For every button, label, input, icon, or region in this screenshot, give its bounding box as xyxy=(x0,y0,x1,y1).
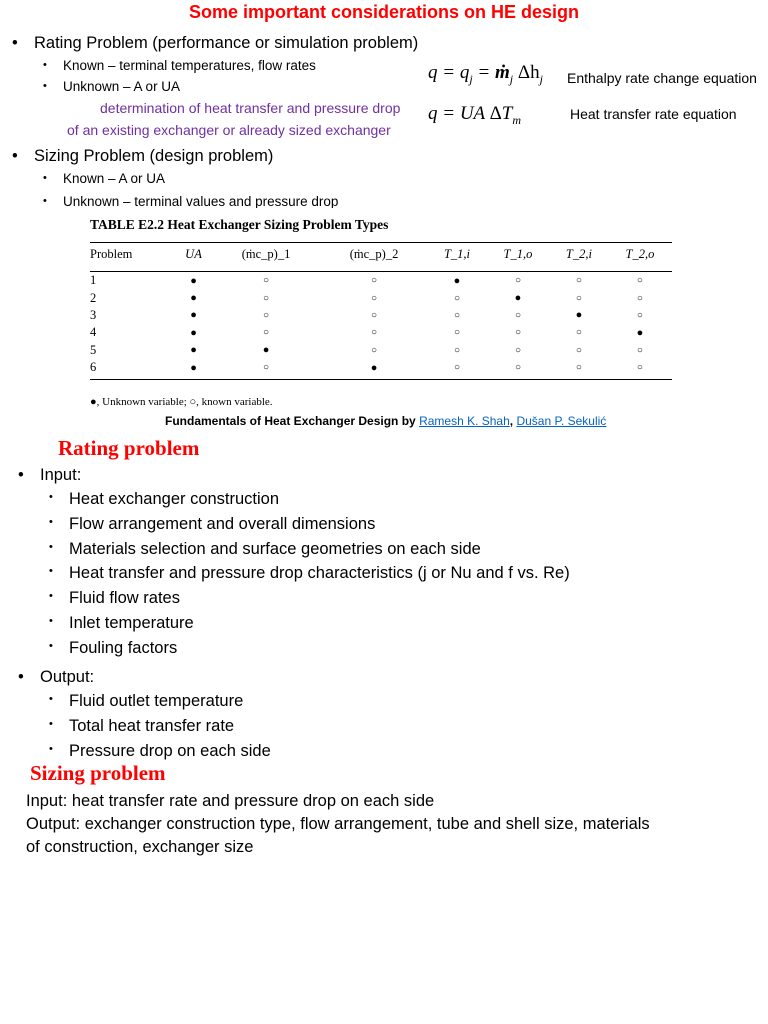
marker-cell: ● xyxy=(190,274,197,287)
marker-cell: ● xyxy=(514,292,522,305)
sizing-output-line2: of construction, exchanger size xyxy=(26,838,254,856)
row-number-cell: 5 xyxy=(90,342,97,357)
marker-cell: ○ xyxy=(371,327,378,339)
author-link-sekulic[interactable]: Dušan P. Sekulić xyxy=(516,414,607,428)
marker-cell: ○ xyxy=(514,327,521,339)
marker-cell: ○ xyxy=(636,292,643,304)
marker-cell: ● xyxy=(175,359,212,380)
table-row xyxy=(90,324,672,341)
marker-cell: ○ xyxy=(453,327,460,339)
rating-known: • Known – terminal temperatures, flow rates xyxy=(63,58,316,73)
marker-cell: ○ xyxy=(550,359,608,380)
table-caption: TABLE E2.2 Heat Exchanger Sizing Problem Types xyxy=(90,217,389,232)
col-t2i: T_2,i xyxy=(550,243,608,272)
sizing-unknown-clip xyxy=(0,194,768,208)
marker-cell: ○ xyxy=(453,292,460,304)
enthalpy-equation-label: Enthalpy rate change equation xyxy=(567,70,757,86)
credit-separator: , xyxy=(509,414,517,428)
marker-cell: ○ xyxy=(212,359,320,380)
marker-cell: ● xyxy=(636,326,644,339)
sizing-problem-heading: • Sizing Problem (design problem) xyxy=(34,147,273,166)
marker-cell: ○ xyxy=(263,327,270,339)
marker-cell: ● xyxy=(575,309,583,322)
marker-cell: ○ xyxy=(514,309,521,321)
marker-cell: ● xyxy=(190,292,197,305)
rating-note-line1: determination of heat transfer and pressure drop xyxy=(100,100,401,116)
marker-cell: ○ xyxy=(371,292,378,304)
rating-problem-heading: • Rating Problem (performance or simulation problem) xyxy=(34,34,418,53)
rating-output-item: • Total heat transfer rate xyxy=(69,717,234,736)
rating-input-item: • Fluid flow rates xyxy=(69,589,180,608)
rating-unknown: • Unknown – A or UA xyxy=(63,79,180,94)
marker-cell: ○ xyxy=(514,275,521,287)
sizing-output-line1: Output: exchanger construction type, flow arrangement, tube and shell size, materials xyxy=(26,815,650,833)
rating-input-item: • Materials selection and surface geometries on each side xyxy=(69,540,481,559)
rating-output-item: • Pressure drop on each side xyxy=(69,742,271,761)
marker-cell: ○ xyxy=(575,292,582,304)
sizing-known: • Known – A or UA xyxy=(63,171,165,186)
rating-input-item: • Flow arrangement and overall dimensions xyxy=(69,515,375,534)
marker-cell: ○ xyxy=(263,309,270,321)
col-mcp2: (ṁc_p)_2 xyxy=(320,243,428,272)
heat-transfer-equation-label: Heat transfer rate equation xyxy=(570,106,737,122)
row-number-cell: 1 xyxy=(90,273,97,288)
marker-cell: ○ xyxy=(263,275,270,287)
sizing-problem-table xyxy=(90,242,672,380)
enthalpy-equation: $q = q_j$ = ṁ$_j$ $\Delta h_j$ xyxy=(428,62,543,86)
marker-cell: ● xyxy=(190,326,197,339)
marker-cell: ○ xyxy=(453,344,460,356)
sizing-input-line: Input: heat transfer rate and pressure drop on each side xyxy=(26,792,435,810)
marker-cell: ● xyxy=(453,274,461,287)
rating-input-item: • Fouling factors xyxy=(69,639,177,658)
marker-cell: ● xyxy=(320,359,428,380)
table-row xyxy=(90,272,672,290)
marker-cell: ○ xyxy=(636,309,643,321)
credit-prefix: Fundamentals of Heat Exchanger Design by xyxy=(165,414,420,428)
book-credit xyxy=(165,414,606,428)
rating-input-item: • Inlet temperature xyxy=(69,614,194,633)
rating-input-item: • Heat transfer and pressure drop characteristics (j or Nu and f vs. Re) xyxy=(69,564,570,583)
row-number-cell: 2 xyxy=(90,290,97,305)
table-header-row xyxy=(90,243,672,272)
rating-output-label: • Output: xyxy=(40,668,94,687)
marker-cell: ○ xyxy=(263,292,270,304)
heat-transfer-equation: q = UA $\Delta T_m$ xyxy=(428,103,522,127)
marker-cell: ○ xyxy=(636,275,643,287)
rating-section-heading: Rating problem xyxy=(58,436,200,460)
marker-cell: ○ xyxy=(636,344,643,356)
marker-cell: ○ xyxy=(575,327,582,339)
marker-cell: ○ xyxy=(575,344,582,356)
marker-cell: ○ xyxy=(453,309,460,321)
sizing-unknown: • Unknown – terminal values and pressure drop xyxy=(63,194,338,208)
marker-cell: ○ xyxy=(371,275,378,287)
col-problem: Problem xyxy=(90,243,175,272)
col-t1o: T_1,o xyxy=(486,243,550,272)
marker-cell: ● xyxy=(190,309,197,322)
marker-cell: ○ xyxy=(514,344,521,356)
col-t1i: T_1,i xyxy=(428,243,486,272)
rating-note-line2: of an existing exchanger or already sized exchanger xyxy=(67,122,391,138)
col-ua: UA xyxy=(175,243,212,272)
marker-cell: ○ xyxy=(486,359,550,380)
marker-cell: ○ xyxy=(428,359,486,380)
rating-output-item: • Fluid outlet temperature xyxy=(69,692,243,711)
marker-cell: ○ xyxy=(575,275,582,287)
col-t2o: T_2,o xyxy=(608,243,672,272)
table-row xyxy=(90,342,672,359)
row-number-cell: 4 xyxy=(90,325,97,340)
table-footnote: ●, Unknown variable; ○, known variable. xyxy=(90,396,273,408)
marker-cell: ○ xyxy=(371,309,378,321)
rating-input-label: • Input: xyxy=(40,466,81,485)
page-title: Some important considerations on HE design xyxy=(188,2,580,22)
col-mcp1: (ṁc_p)_1 xyxy=(212,243,320,272)
row-number-cell: 3 xyxy=(90,307,97,322)
row-number-cell: 6 xyxy=(90,359,175,380)
sizing-section-heading: Sizing problem xyxy=(30,761,166,785)
table-row xyxy=(90,307,672,324)
table-row xyxy=(90,289,672,306)
marker-cell: ● xyxy=(190,344,197,357)
author-link-shah[interactable]: Ramesh K. Shah xyxy=(419,414,510,428)
marker-cell: ● xyxy=(262,344,270,357)
table-row xyxy=(90,359,672,380)
rating-input-item: • Heat exchanger construction xyxy=(69,490,279,509)
marker-cell: ○ xyxy=(371,344,378,356)
marker-cell: ○ xyxy=(608,359,672,380)
